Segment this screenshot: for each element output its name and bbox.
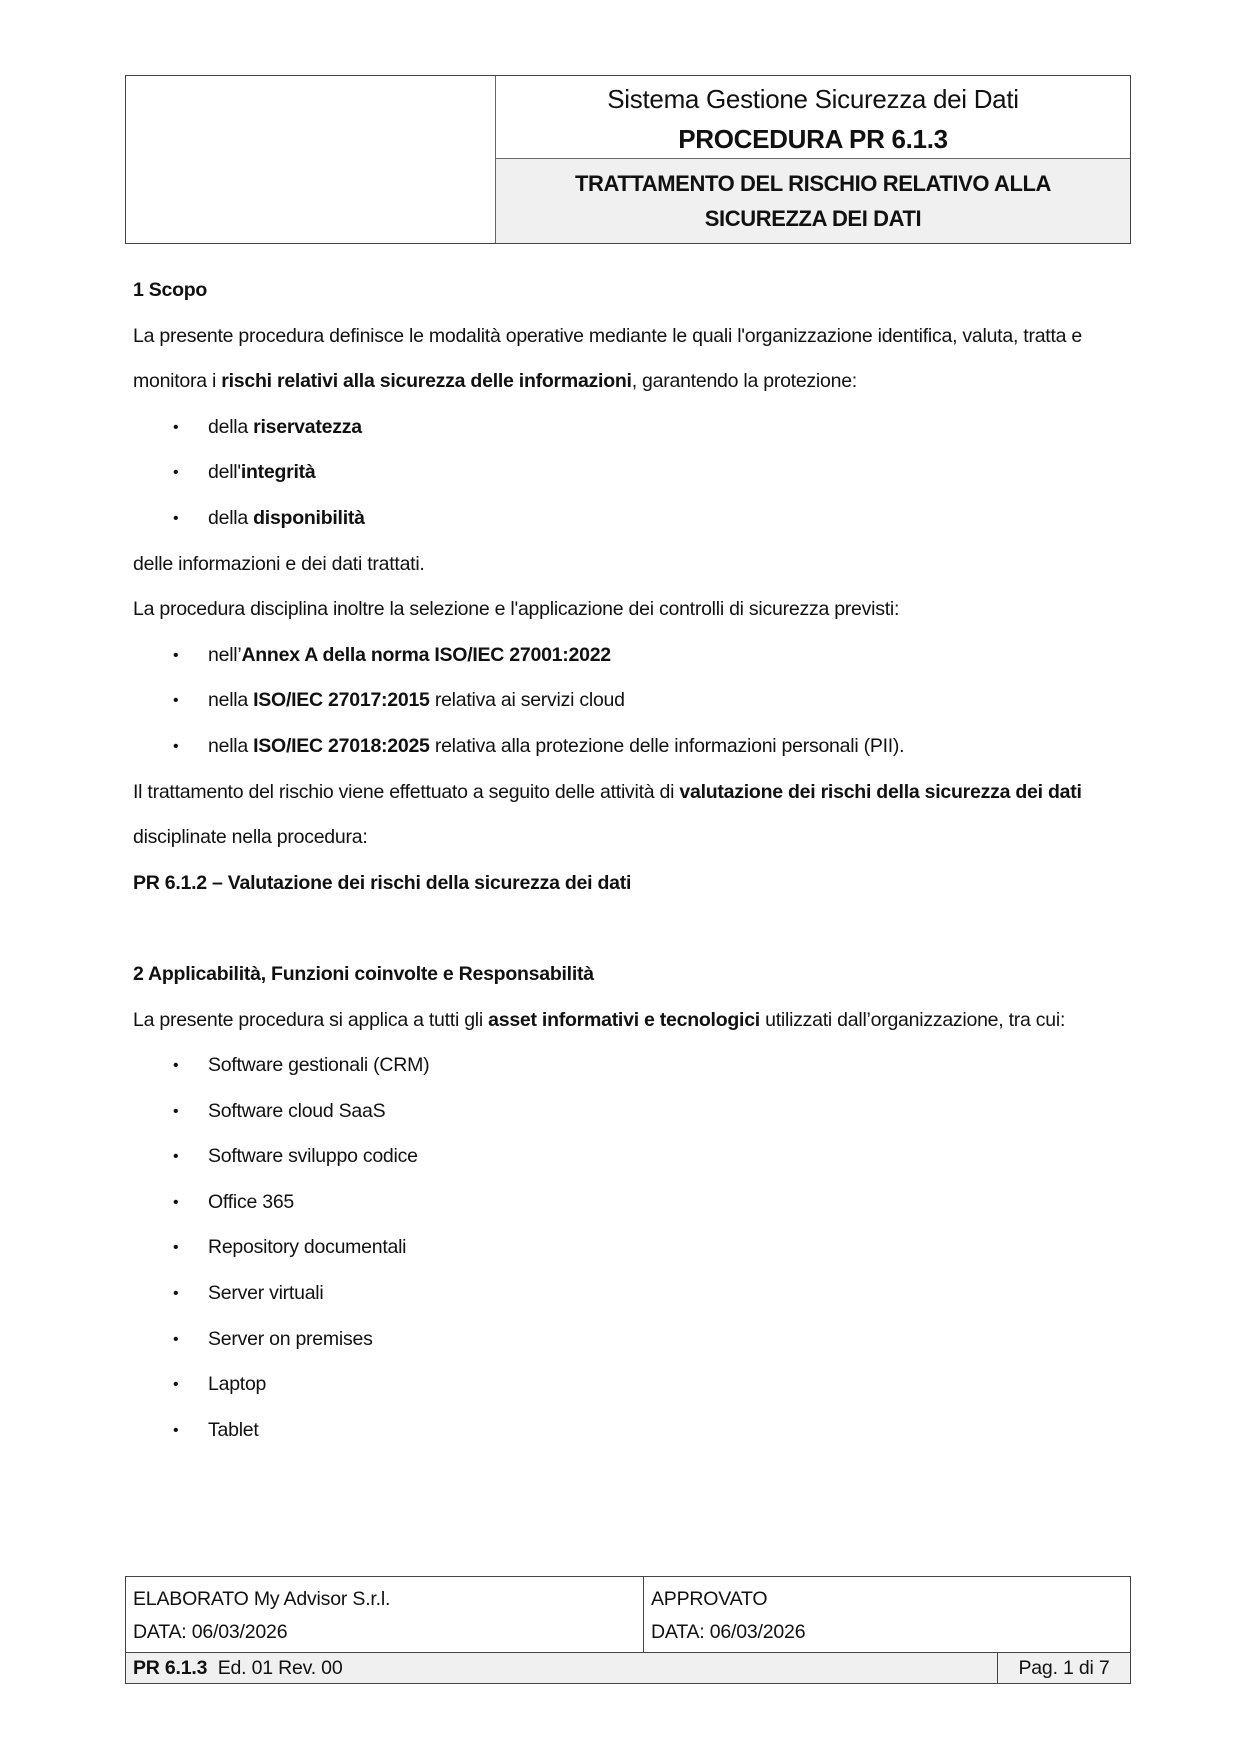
- item-text: della: [208, 506, 254, 529]
- bullet-icon: •: [173, 1330, 179, 1348]
- intro-bold: asset informativi e tecnologici: [488, 1008, 760, 1031]
- page-number: Pag. 1 di 7: [1018, 1657, 1110, 1679]
- item-bold: disponibilità: [253, 506, 365, 529]
- bullet-icon: •: [173, 464, 179, 482]
- asset-name: Software sviluppo codice: [208, 1145, 418, 1168]
- asset-name: Software gestionali (CRM): [208, 1054, 430, 1077]
- protection-list: [133, 405, 1123, 542]
- item-bold: Annex A della norma ISO/IEC 27001:2022: [241, 643, 611, 666]
- bullet-icon: •: [173, 737, 179, 755]
- bullet-icon: •: [173, 418, 179, 436]
- prepared-cell: [126, 1577, 644, 1652]
- procedure-code: PROCEDURA PR 6.1.3: [678, 124, 948, 154]
- asset-name: Software cloud SaaS: [208, 1099, 386, 1122]
- asset-name: Tablet: [208, 1418, 259, 1441]
- controls-list: [133, 633, 1123, 770]
- document-footer-table: [125, 1576, 1131, 1684]
- item-bold: ISO/IEC 27017:2015: [253, 689, 430, 712]
- asset-name: Laptop: [208, 1373, 267, 1396]
- list-item: [133, 1408, 1123, 1454]
- approved-date: DATA: 06/03/2026: [651, 1621, 806, 1643]
- logo-cell: [126, 76, 496, 243]
- treatment-bold: valutazione dei rischi della sicurezza dei dati: [679, 780, 1082, 803]
- prepared-by: ELABORATO My Advisor S.r.l.: [133, 1588, 391, 1610]
- bullet-icon: •: [173, 1057, 179, 1075]
- item-text: nella: [208, 689, 254, 712]
- doc-code: PR 6.1.3: [133, 1657, 208, 1679]
- list-item: [133, 724, 1123, 770]
- bullet-icon: •: [173, 1193, 179, 1211]
- list-item: [133, 496, 1123, 542]
- list-item: [133, 1089, 1123, 1135]
- list-item: [133, 633, 1123, 679]
- item-text: nella: [208, 734, 254, 757]
- list-item: [133, 1317, 1123, 1363]
- bullet-icon: •: [173, 1102, 179, 1120]
- procedure-subject: TRATTAMENTO DEL RISCHIO RELATIVO ALLA SICUREZZA DEI DATI: [574, 171, 1052, 231]
- revision-cell: [126, 1652, 998, 1683]
- section-2-heading: 2 Applicabilità, Funzioni coinvolte e Responsabilità: [133, 962, 594, 985]
- list-item: [133, 1225, 1123, 1271]
- section-1-heading: 1 Scopo: [133, 279, 208, 301]
- item-text: della: [208, 415, 254, 438]
- list-item: [133, 1362, 1123, 1408]
- section-1-intro: [133, 314, 1123, 405]
- intro-text-end: , garantendo la protezione:: [631, 370, 857, 393]
- item-text: dell': [208, 461, 241, 484]
- bullet-icon: •: [173, 1285, 179, 1303]
- edition-revision: Ed. 01 Rev. 00: [217, 1657, 343, 1679]
- approved-label: APPROVATO: [651, 1588, 768, 1610]
- list-item: [133, 405, 1123, 451]
- bullet-icon: •: [173, 1421, 179, 1439]
- bullet-icon: •: [173, 646, 179, 664]
- page-number-cell: [998, 1652, 1130, 1683]
- system-name: Sistema Gestione Sicurezza dei Dati: [607, 84, 1019, 114]
- bullet-icon: •: [173, 1376, 179, 1394]
- treatment-pre: Il trattamento del rischio viene effettuato a seguito delle attività di: [133, 780, 680, 803]
- asset-name: Server virtuali: [208, 1282, 324, 1305]
- blank-line: [133, 906, 1123, 952]
- item-bold: riservatezza: [253, 415, 362, 438]
- list-item: [133, 1134, 1123, 1180]
- list-item: [133, 678, 1123, 724]
- asset-name: Repository documentali: [208, 1236, 407, 1259]
- list-item: [133, 450, 1123, 496]
- item-bold: ISO/IEC 27018:2025: [253, 734, 430, 757]
- prepared-date: DATA: 06/03/2026: [133, 1621, 288, 1643]
- intro-bold: rischi relativi alla sicurezza delle informazioni: [221, 370, 632, 393]
- bullet-icon: •: [173, 692, 179, 710]
- intro-text: La presente procedura si applica a tutti gli: [133, 1008, 489, 1031]
- item-text-end: relativa alla protezione delle informazioni personali (PII).: [429, 734, 905, 757]
- procedure-reference: [133, 861, 1123, 907]
- document-header-table: [125, 75, 1131, 244]
- treatment-post: disciplinate nella procedura:: [133, 826, 368, 849]
- intro-text: La presente procedura definisce le modalità operative mediante le quali l'organizzazione identifica, valuta, tratta e monitora i: [133, 324, 1082, 393]
- item-text: nell’: [208, 643, 242, 666]
- item-bold: integrità: [240, 461, 316, 484]
- list-item: [133, 1043, 1123, 1089]
- asset-name: Office 365: [208, 1190, 295, 1213]
- controls-intro: La procedura disciplina inoltre la selezione e l'applicazione dei controlli di sicurezza previsti:: [133, 598, 900, 621]
- approved-cell: [644, 1577, 1130, 1652]
- reference-bold: PR 6.1.2 – Valutazione dei rischi della sicurezza dei dati: [133, 871, 632, 894]
- list-item: [133, 1180, 1123, 1226]
- header-subject-cell: [496, 159, 1130, 243]
- intro-text-end: utilizzati dall’organizzazione, tra cui:: [759, 1008, 1066, 1031]
- asset-name: Server on premises: [208, 1327, 373, 1350]
- section-2-intro: [133, 998, 1123, 1044]
- bullet-icon: •: [173, 1148, 179, 1166]
- header-title-cell: [496, 76, 1130, 159]
- item-text-end: relativa ai servizi cloud: [429, 689, 625, 712]
- bullet-icon: •: [173, 1239, 179, 1257]
- list-item: [133, 1271, 1123, 1317]
- document-body: [133, 268, 1123, 1453]
- bullet-icon: •: [173, 509, 179, 527]
- treatment-text: [133, 770, 1123, 861]
- after-list-text: delle informazioni e dei dati trattati.: [133, 552, 425, 575]
- assets-list: [133, 1043, 1123, 1453]
